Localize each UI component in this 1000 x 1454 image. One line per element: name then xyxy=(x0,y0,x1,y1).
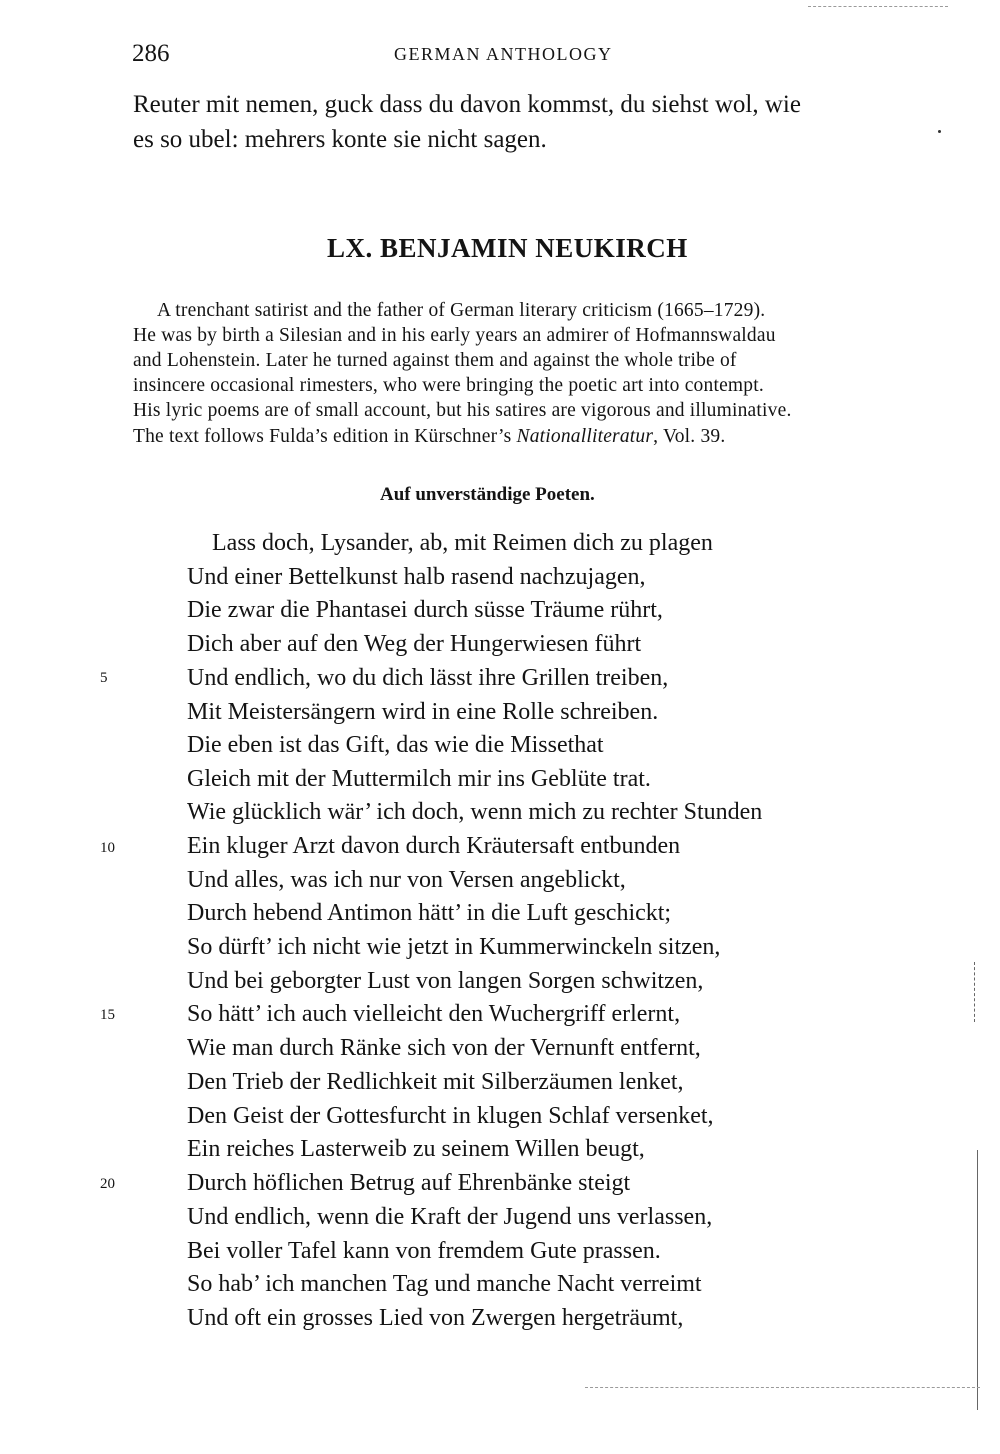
prose-line: Reuter mit nemen, guck dass du davon kommst, du siehst wol, wie xyxy=(133,91,801,118)
verse-line: Und endlich, wo du dich lässt ihre Grillen treiben, xyxy=(187,665,669,691)
scan-edge-mark xyxy=(974,962,975,1022)
verse-line: Die eben ist das Gift, das wie die Missethat xyxy=(187,732,604,758)
source-work-title: Nationalliteratur xyxy=(516,426,654,447)
verse-line: Und einer Bettelkunst halb rasend nachzujagen, xyxy=(187,564,646,590)
source-note xyxy=(133,426,725,448)
page-number: 286 xyxy=(132,40,170,67)
intro-line: insincere occasional rimesters, who were bringing the poetic art into contempt. xyxy=(133,375,764,396)
verse-line: Den Geist der Gottesfurcht in klugen Schlaf versenket, xyxy=(187,1103,714,1129)
intro-line: and Lohenstein. Later he turned against them and against the whole tribe of xyxy=(133,350,737,371)
verse-line: So hab’ ich manchen Tag und manche Nacht verreimt xyxy=(187,1271,702,1297)
scan-edge-mark xyxy=(808,6,948,7)
verse-line: Und alles, was ich nur von Versen angeblickt, xyxy=(187,867,626,893)
scan-edge-mark xyxy=(585,1387,980,1388)
intro-line: His lyric poems are of small account, but his satires are vigorous and illuminative. xyxy=(133,400,792,421)
line-number: 5 xyxy=(100,670,108,686)
verse-line: Den Trieb der Redlichkeit mit Silberzäumen lenket, xyxy=(187,1069,684,1095)
line-number: 20 xyxy=(100,1176,115,1192)
line-number: 15 xyxy=(100,1007,115,1023)
verse-line: Gleich mit der Muttermilch mir ins Geblüte trat. xyxy=(187,766,651,792)
scan-speck xyxy=(938,130,941,133)
verse-line: Und endlich, wenn die Kraft der Jugend uns verlassen, xyxy=(187,1204,713,1230)
verse-line: Durch höflichen Betrug auf Ehrenbänke steigt xyxy=(187,1170,631,1196)
verse-line: Ein reiches Lasterweib zu seinem Willen beugt, xyxy=(187,1136,645,1162)
line-number: 10 xyxy=(100,840,115,856)
source-note-volume: , Vol. 39. xyxy=(653,426,726,447)
running-title: GERMAN ANTHOLOGY xyxy=(394,44,613,64)
scan-edge-mark xyxy=(977,1150,978,1410)
verse-line: So hätt’ ich auch vielleicht den Wuchergriff erlernt, xyxy=(187,1001,681,1027)
verse-line: Bei voller Tafel kann von fremdem Gute prassen. xyxy=(187,1238,661,1264)
verse-line: So dürft’ ich nicht wie jetzt in Kummerwinckeln sitzen, xyxy=(187,934,721,960)
source-note-text: The text follows Fulda’s edition in Kürschner’s xyxy=(133,426,517,447)
verse-line: Wie glücklich wär’ ich doch, wenn mich zu rechter Stunden xyxy=(187,799,763,825)
intro-line: He was by birth a Silesian and in his early years an admirer of Hofmannswaldau xyxy=(133,325,776,346)
verse-line: Die zwar die Phantasei durch süsse Träume rührt, xyxy=(187,597,663,623)
verse-line: Lass doch, Lysander, ab, mit Reimen dich zu plagen xyxy=(212,530,713,556)
verse-line: Wie man durch Ränke sich von der Vernunft entfernt, xyxy=(187,1035,701,1061)
verse-line: Durch hebend Antimon hätt’ in die Luft geschickt; xyxy=(187,900,672,926)
verse-line: Und bei geborgter Lust von langen Sorgen schwitzen, xyxy=(187,968,704,994)
intro-line: A trenchant satirist and the father of German literary criticism (1665–1729). xyxy=(157,300,766,321)
prose-line: es so ubel: mehrers konte sie nicht sagen. xyxy=(133,126,547,153)
verse-line: Und oft ein grosses Lied von Zwergen hergeträumt, xyxy=(187,1305,684,1331)
section-heading: LX. BENJAMIN NEUKIRCH xyxy=(327,233,688,263)
poem-title: Auf unverständige Poeten. xyxy=(380,484,595,505)
verse-line: Dich aber auf den Weg der Hungerwiesen führt xyxy=(187,631,642,657)
verse-line: Ein kluger Arzt davon durch Kräutersaft entbunden xyxy=(187,833,681,859)
verse-line: Mit Meistersängern wird in eine Rolle schreiben. xyxy=(187,699,659,725)
